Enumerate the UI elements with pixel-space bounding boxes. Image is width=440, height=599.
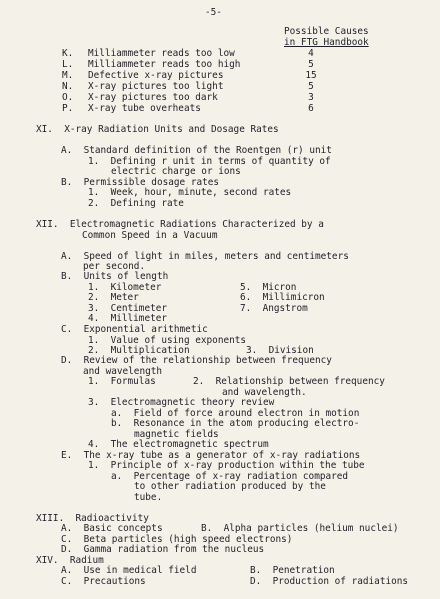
item-value: 3: [308, 92, 314, 103]
page-number: -5-: [205, 7, 222, 18]
section-xiii-heading: XIII. Radioactivity: [36, 513, 149, 524]
section-xii-d3b-cont: magnetic fields: [134, 429, 219, 440]
section-xii-e1a: a. Percentage of x-ray radiation compared: [111, 471, 349, 482]
section-xi-a: A. Standard definition of the Roentgen (r) unit: [61, 145, 332, 156]
section-xi-b1: 1. Week, hour, minute, second rates: [88, 187, 292, 198]
section-xiv-heading: XIV. Radium: [36, 555, 104, 566]
section-xii-a: A. Speed of light in miles, meters and centimeters: [61, 251, 349, 262]
section-xii-a-cont: per second.: [83, 261, 146, 272]
item-text: Defective x-ray pictures: [88, 70, 224, 81]
item-value: 15: [305, 70, 317, 81]
possible-causes-heading: Possible Causes: [284, 26, 369, 37]
section-xii-heading: XII. Electromagnetic Radiations Characterized by a: [36, 219, 324, 230]
section-xi-a1: 1. Defining r unit in terms of quantity of: [88, 156, 331, 167]
section-xii-e1a-cont: to other radiation produced by the: [134, 481, 326, 492]
section-xii-d2: 2. Relationship between frequency: [193, 376, 385, 387]
item-value: 6: [308, 103, 314, 114]
section-xii-d3a: a. Field of force around electron in motion: [111, 408, 360, 419]
section-xiv-b: B. Penetration: [250, 565, 335, 576]
unit-item: 3. Centimeter: [88, 303, 168, 314]
item-label: N.: [62, 81, 74, 92]
section-xii-d3b: b. Resonance in the atom producing electro-: [111, 418, 360, 429]
item-value: 4: [308, 48, 314, 59]
possible-causes-subheading: in FTG Handbook: [284, 37, 369, 48]
item-label: K.: [62, 48, 74, 59]
section-xii-d1: 1. Formulas: [88, 376, 156, 387]
section-xi-a1-cont: electric charge or ions: [111, 166, 241, 177]
section-xii-d3: 3. Electromagnetic theory review: [88, 397, 275, 408]
section-xiv-c: C. Precautions: [61, 576, 146, 587]
item-label: P.: [62, 103, 74, 114]
section-xiii-b: B. Alpha particles (helium nuclei): [201, 523, 399, 534]
section-xiv-a: A. Use in medical field: [61, 565, 197, 576]
unit-item: 6. Millimicron: [240, 292, 325, 303]
item-text: X-ray tube overheats: [88, 103, 201, 114]
item-value: 5: [308, 81, 314, 92]
section-xi-b2: 2. Defining rate: [88, 198, 184, 209]
section-xii-c3: 3. Division: [246, 345, 314, 356]
section-xii-d-cont: and wavelength: [83, 366, 163, 377]
unit-item: 5. Micron: [240, 282, 297, 293]
section-xi-heading: XI. X-ray Radiation Units and Dosage Rates: [36, 124, 279, 135]
section-xii-c: C. Exponential arithmetic: [61, 324, 208, 335]
unit-item: 1. Kilometer: [88, 282, 162, 293]
section-xii-c2: 2. Multiplication: [88, 345, 190, 356]
item-value: 5: [308, 59, 314, 70]
section-xii-heading-cont: Common Speed in a Vacuum: [82, 230, 218, 241]
unit-item: 4. Millimeter: [88, 313, 168, 324]
section-xii-c1: 1. Value of using exponents: [88, 335, 247, 346]
section-xii-b: B. Units of length: [61, 271, 169, 282]
item-text: X-ray pictures too light: [88, 81, 224, 92]
item-label: O.: [62, 92, 74, 103]
section-xii-e: E. The x-ray tube as a generator of x-ray radiations: [61, 450, 361, 461]
section-xiii-a: A. Basic concepts: [61, 523, 163, 534]
section-xii-d2-cont: and wavelength.: [222, 387, 307, 398]
unit-item: 7. Angstrom: [240, 303, 308, 314]
section-xii-d4: 4. The electromagnetic spectrum: [88, 439, 269, 450]
item-text: Milliammeter reads too high: [88, 59, 241, 70]
section-xiv-d: D. Production of radiations: [250, 576, 409, 587]
section-xiii-c: C. Beta particles (high speed electrons): [61, 534, 293, 545]
item-label: L.: [62, 59, 74, 70]
section-xii-d: D. Review of the relationship between frequency: [61, 355, 332, 366]
section-xii-e1: 1. Principle of x-ray production within the tube: [88, 460, 365, 471]
section-xiii-d: D. Gamma radiation from the nucleus: [61, 544, 265, 555]
item-text: Milliammeter reads too low: [88, 48, 235, 59]
section-xi-b: B. Permissible dosage rates: [61, 177, 220, 188]
item-label: M.: [62, 70, 74, 81]
section-xii-e1a-cont2: tube.: [134, 492, 163, 503]
item-text: X-ray pictures too dark: [88, 92, 218, 103]
unit-item: 2. Meter: [88, 292, 139, 303]
